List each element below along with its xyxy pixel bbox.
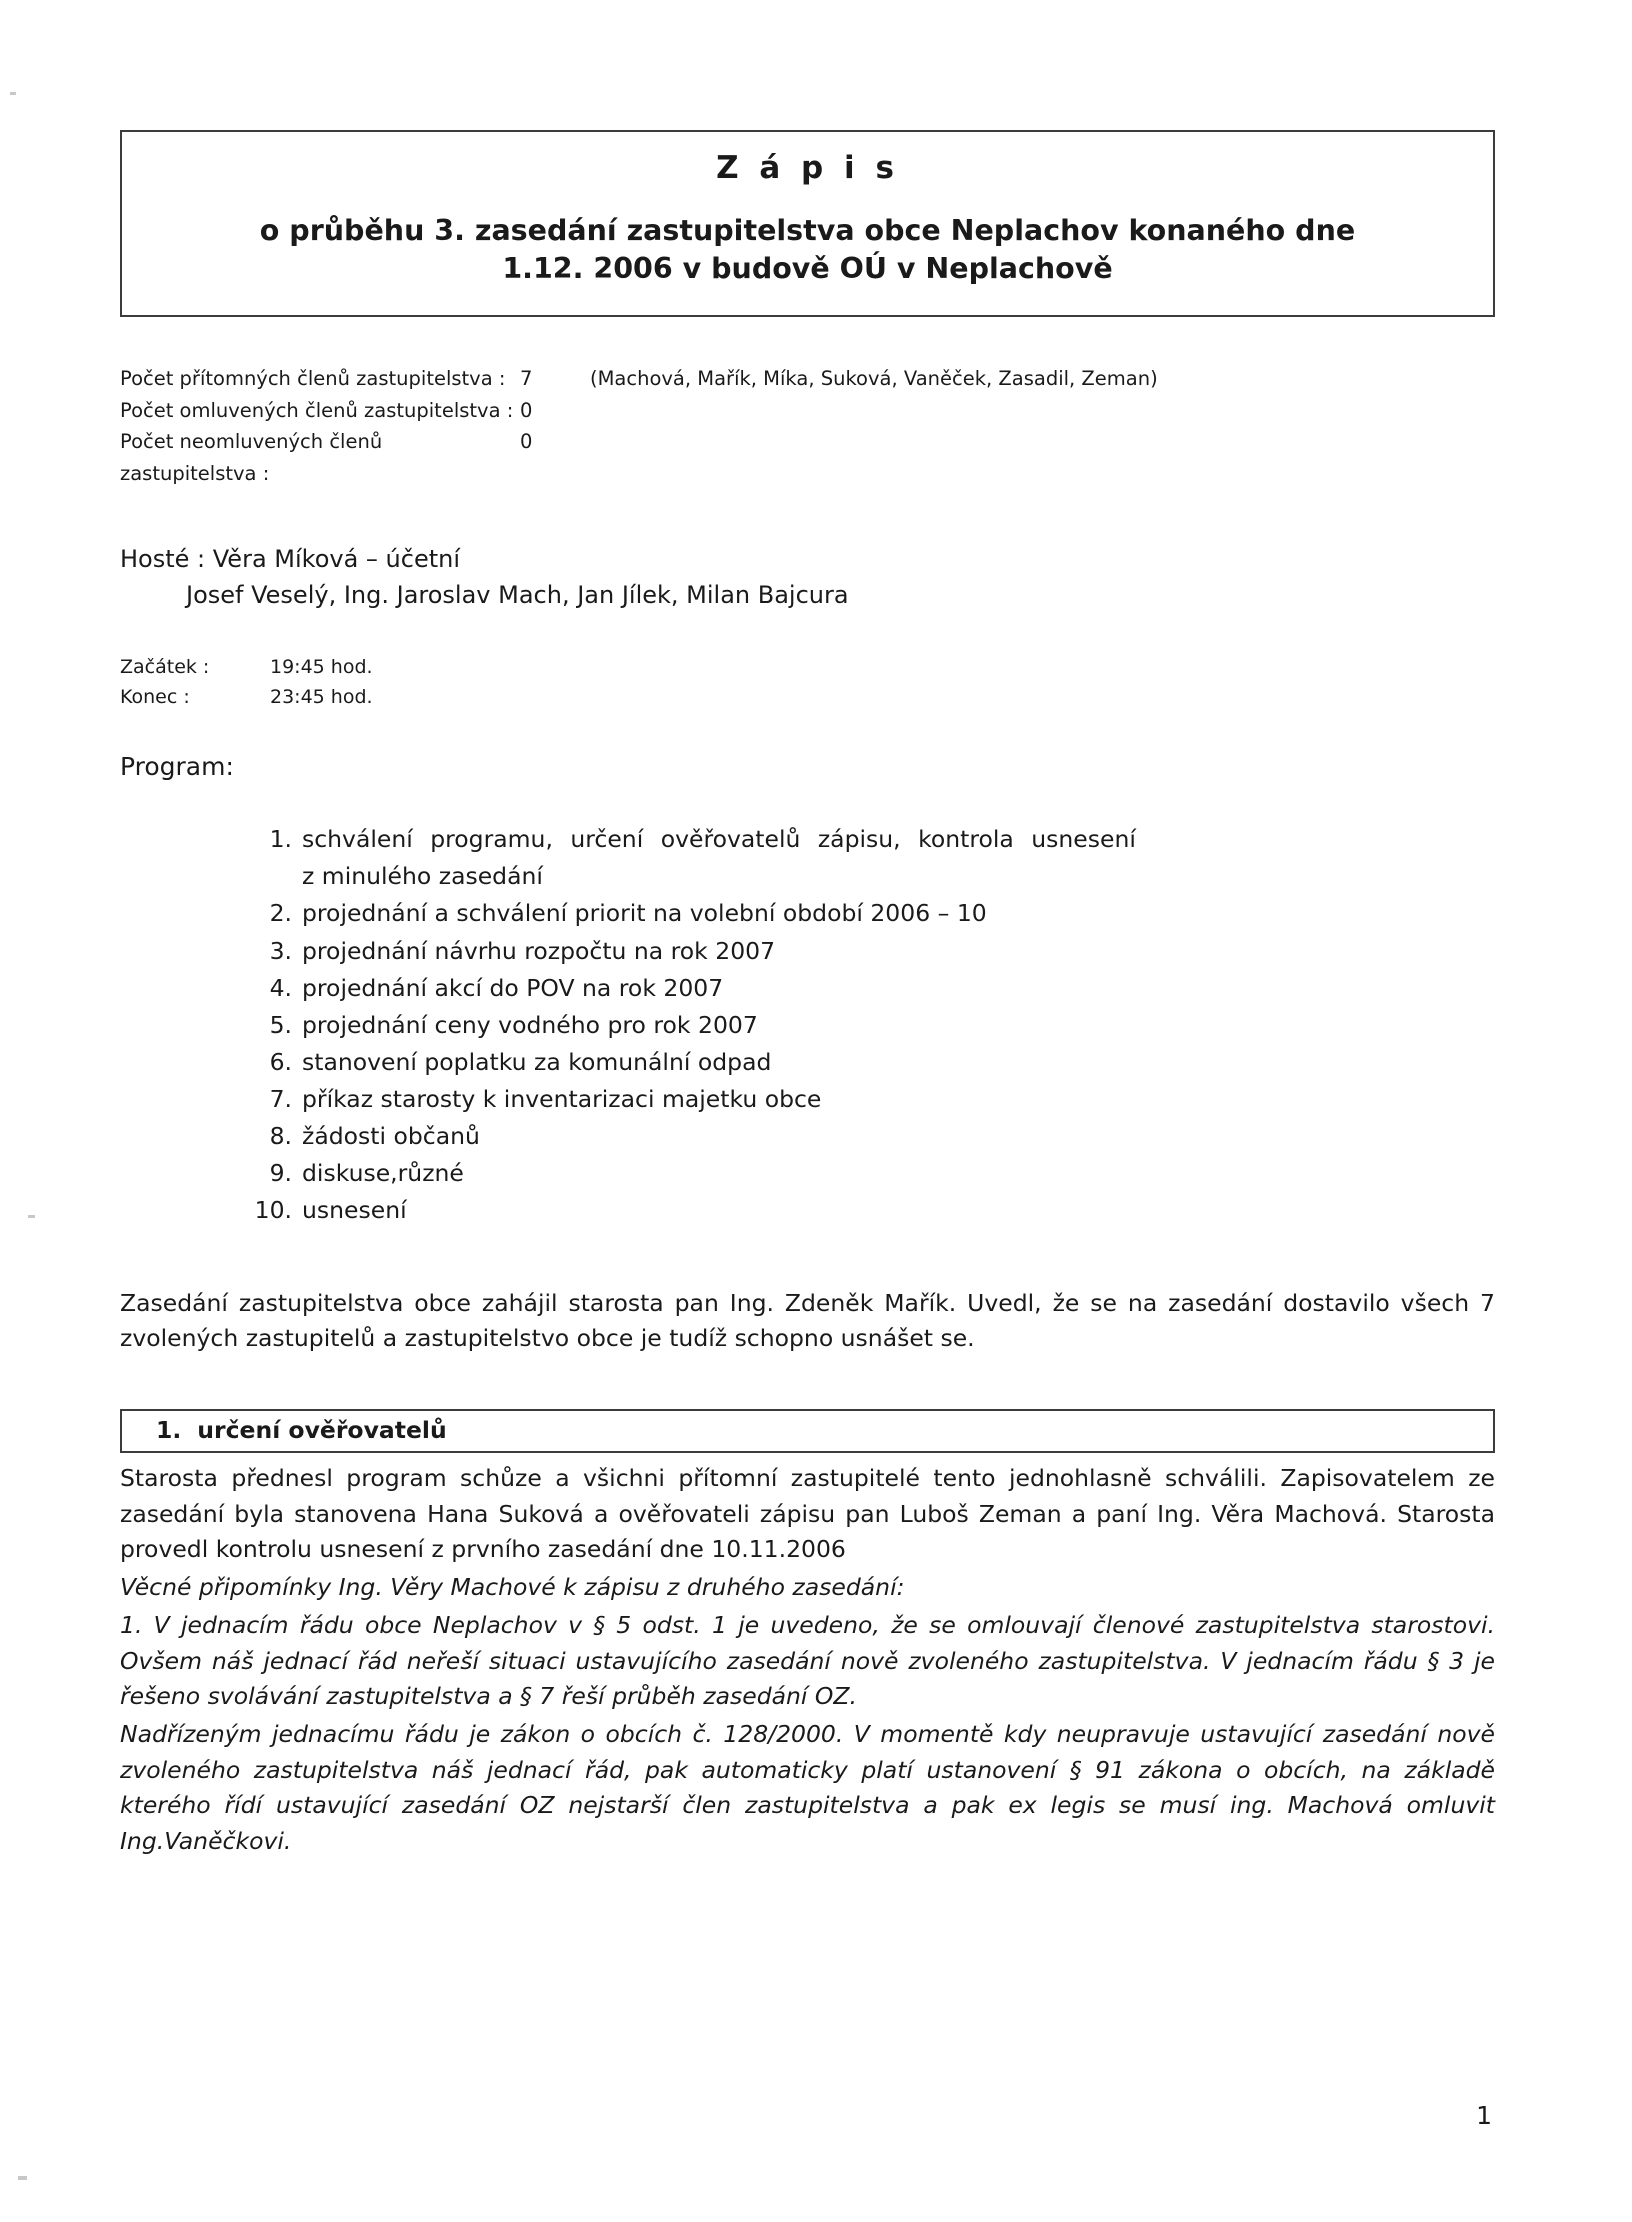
program-item [120,1155,1495,1192]
program-item-number: 4. [269,973,292,1002]
program-item-number: 10. [254,1196,292,1225]
program-item-text: usnesení [302,1196,407,1225]
attendance-value: 0 [520,398,533,422]
program-item [120,970,1495,1007]
attendance-row [120,426,1495,489]
section-number: 1. [156,1415,182,1444]
time-row-end [120,683,1495,712]
attendance-value: 0 [520,430,533,454]
program-heading: Program: [120,752,234,782]
attendance-label: Počet omluvených členů zastupitelstva : [120,398,514,422]
program-item-text: příkaz starosty k inventarizaci majetku obce [302,1085,822,1113]
program-item [120,1007,1495,1044]
document-content [120,130,1495,1860]
document-subtitle-line-1: o průběhu 3. zasedání zastupitelstva obce Neplachov konaného dne [259,214,1356,247]
section-body-paragraph: Starosta přednesl program schůze a všichni přítomní zastupitelé tento jednohlasně schválili. Zapisovatelem ze zasedání byla stanovena Hana Suková a ověřovateli zápisu pan Luboš Zeman a paní Ing. Věra Machová. Starosta provedl kontrolu usnesení z prvního zasedání dne 10.11.2006 [120,1463,1495,1564]
time-value: 23:45 hod. [270,685,373,708]
scan-artifact [28,1215,35,1218]
program-item-number: 9. [269,1159,292,1188]
program-item-text: žádosti občanů [302,1122,480,1151]
program-item-text: projednání a schválení priorit na volební období 2006 – 10 [302,899,987,928]
attendance-note: (Machová, Mařík, Míka, Suková, Vaněček, Zasadil, Zeman) [590,366,1158,390]
document-subtitle [148,212,1467,289]
program-item [120,1192,1495,1229]
program-item-number: 5. [269,1010,292,1039]
attendance-label: Počet přítomných členů zastupitelstva : [120,366,506,390]
program-item-continuation: z minulého zasedání [302,862,543,891]
program-item-number: 3. [269,936,292,965]
scan-artifact [10,92,16,95]
guests-block [120,541,1495,613]
program-item-number: 6. [269,1047,292,1076]
program-item [120,1081,1495,1118]
time-value: 19:45 hod. [270,656,373,679]
italic-paragraph-2: Nadřízeným jednacímu řádu je zákon o obcích č. 128/2000. V momentě kdy neupravuje ustavující zasedání nově zvoleného zastupitelstva náš jednací řád, pak automaticky platí ustanovení § 91 zákona o obcích, na základě kterého řídí ustavující zasedání OZ nejstarší člen zastupitelstva a pak ex legis se musí ing. Machová omluvit Ing.Vaněčkovi. [120,1719,1495,1856]
section-header-bar [120,1409,1495,1453]
attendance-row [120,395,1495,427]
program-item-text: schválení programu, určení ověřovatelů zápisu, kontrola usnesení [302,825,1136,854]
attendance-row [120,363,1495,395]
guests-line-2: Josef Veselý, Ing. Jaroslav Mach, Jan Jílek, Milan Bajcura [186,581,849,610]
time-label: Konec : [120,685,190,708]
intro-paragraph: Zasedání zastupitelstva obce zahájil starosta pan Ing. Zdeněk Mařík. Uvedl, že se na zasedání dostavilo všech 7 zvolených zastupitelů a zastupitelstvo obce je tudíž schopno usnášet se. [120,1288,1495,1353]
page-number: 1 [1476,2101,1492,2130]
document-title: Z á p i s [716,150,899,186]
program-item [120,933,1495,970]
program-item-number: 7. [269,1085,292,1113]
program-item-number: 8. [269,1122,292,1151]
italic-paragraph-1: 1. V jednacím řádu obce Neplachov v § 5 odst. 1 je uvedeno, že se omlouvají členové zastupitelstva starostovi. Ovšem náš jednací řád neřeší situaci ustavujícího zasedání nově zvoleného zastupitelstva. V jednacím řádu § 3 je řešeno svolávání zastupitelstva a § 7 řeší průběh zasedání OZ. [120,1610,1495,1711]
program-list [120,821,1495,1229]
attendance-label: Počet neomluvených členů zastupitelstva : [120,430,383,485]
times-block [120,653,1495,712]
document-subtitle-line-2: 1.12. 2006 v budově OÚ v Neplachově [502,252,1113,286]
program-item-text: diskuse,různé [302,1159,464,1188]
program-item [120,1044,1495,1081]
program-item-text: projednání ceny vodného pro rok 2007 [302,1010,758,1039]
program-item [120,1118,1495,1155]
program-item-number: 2. [269,899,292,928]
program-item-text: projednání akcí do POV na rok 2007 [302,973,724,1002]
program-item-number: 1. [269,825,292,854]
attendance-value: 7 [520,366,533,390]
italic-heading: Věcné připomínky Ing. Věry Machové k zápisu z druhého zasedání: [120,1573,905,1602]
program-item [120,895,1495,932]
program-item-text: projednání návrhu rozpočtu na rok 2007 [302,936,776,965]
scan-artifact [18,2176,27,2180]
section-title: určení ověřovatelů [197,1415,447,1444]
time-row-start [120,653,1495,682]
guests-line-1: Hosté : Věra Míková – účetní [120,545,461,574]
program-item [120,821,1495,858]
time-label: Začátek : [120,656,210,679]
title-box [120,130,1495,317]
attendance-counts [120,363,1495,489]
program-item-text: stanovení poplatku za komunální odpad [302,1047,772,1076]
